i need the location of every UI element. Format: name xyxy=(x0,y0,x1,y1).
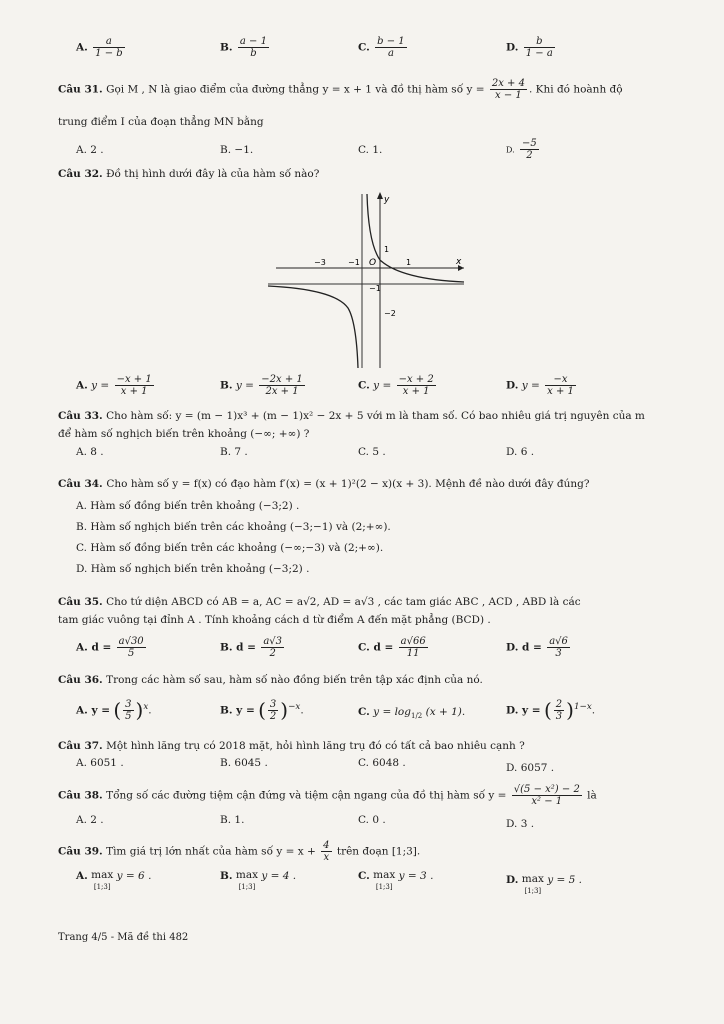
top-option-d xyxy=(506,36,557,59)
fraction: $\frac{-2x + 1}{2x + 1}$ xyxy=(261,374,303,397)
option-c: C. 6048 . xyxy=(358,757,406,769)
option-c: C. $y = \log_{1/2} (x + 1)$. xyxy=(358,706,466,721)
option-c: C. d = $\frac{a√66}{11}$ xyxy=(358,636,426,659)
tick-label-y: −2 xyxy=(384,309,396,318)
fraction: $\frac{a - 1}{b}$ xyxy=(239,36,267,59)
option-a: A. Hàm số đồng biến trên khoảng (−3;2) . xyxy=(76,500,300,512)
option-b: B. 7 . xyxy=(220,446,248,458)
tick-label-x: 1 xyxy=(406,258,412,267)
options-row xyxy=(58,138,678,162)
question-36 xyxy=(58,674,678,736)
tick-label-y: 1 xyxy=(384,245,390,254)
question-31 xyxy=(58,72,678,164)
option-b: B. Hàm số nghịch biến trên các khoảng (−3;−1) và (2;+∞). xyxy=(76,521,391,533)
fraction: $\frac{4}{x}$ xyxy=(323,840,330,863)
page-footer: Trang 4/5 - Mã đề thi 482 xyxy=(58,932,189,943)
option-b: B. −1. xyxy=(220,144,254,156)
fraction: $\frac{b - 1}{a}$ xyxy=(377,36,405,59)
fraction: $\frac{a}{1 - b}$ xyxy=(95,36,123,59)
fraction: $\frac{2x + 4}{x - 1}$ xyxy=(491,78,525,101)
options-row xyxy=(58,870,678,894)
option-c: C. 0 . xyxy=(358,814,386,826)
option-b: B. y = ( $\frac{3}{2}$ )$^{-x}$. xyxy=(220,698,304,722)
fraction: $\frac{-x + 1}{x + 1}$ xyxy=(116,374,152,397)
question-35 xyxy=(58,596,678,674)
option-label: A. xyxy=(76,41,88,54)
fraction: $\frac{b}{1 - a}$ xyxy=(525,36,553,59)
origin-label: O xyxy=(369,258,377,268)
question-text: Đồ thị hình dưới đây là của hàm số nào? xyxy=(106,168,320,180)
option-a: A. 8 . xyxy=(76,446,104,458)
question-34 xyxy=(58,478,678,588)
top-option-a xyxy=(76,36,127,59)
question-text: Câu 33. Cho hàm số: y = (m − 1)x³ + (m − 1)x² − 2x + 5 với m là tham số. Có bao nhiêu giá trị nguyên của m xyxy=(58,410,645,422)
option-d: D. Hàm số nghịch biến trên khoảng (−3;2) . xyxy=(76,563,310,575)
question-text-cont: tam giác vuông tại đỉnh A . Tính khoảng cách d từ điểm A đến mặt phẳng (BCD) . xyxy=(58,614,491,627)
option-label: D. xyxy=(506,41,519,54)
option-a: A. 6051 . xyxy=(76,757,124,769)
curve-left-branch xyxy=(268,286,358,368)
option-c: C. Hàm số đồng biến trên các khoảng (−∞;−3) và (2;+∞). xyxy=(76,542,384,554)
option-a: A. 2 . xyxy=(76,144,104,156)
tick-label-x: −3 xyxy=(314,258,326,267)
function-graph xyxy=(268,190,468,370)
x-axis-label: x xyxy=(456,257,462,267)
question-33 xyxy=(58,410,678,466)
options-row xyxy=(58,446,678,470)
option-d: D. d = $\frac{a√6}{3}$ xyxy=(506,636,568,659)
option-d: D. y = ( $\frac{2}{3}$ )$^{1-x}$. xyxy=(506,698,596,722)
question-label: Câu 31. xyxy=(58,83,103,96)
question-text: Câu 37. Một hình lăng trụ có 2018 mặt, hỏi hình lăng trụ đó có tất cả bao nhiêu cạnh ? xyxy=(58,740,525,752)
question-38 xyxy=(58,784,678,834)
top-option-b xyxy=(220,36,271,59)
option-b: B. max [1;3] y = 4 . xyxy=(220,869,297,891)
question-label: Câu 32. xyxy=(58,168,103,180)
question-32-options xyxy=(58,374,678,404)
y-axis-label: y xyxy=(384,195,390,205)
option-d: D. y = $\frac{-x}{x + 1}$ xyxy=(506,374,574,397)
option-d: D. 3 . xyxy=(506,818,535,830)
option-a: A. y = ( $\frac{3}{5}$ )$^x$. xyxy=(76,698,152,722)
options-row xyxy=(58,814,678,838)
option-a: A. 2 . xyxy=(76,814,104,826)
option-d: D. $\frac{-5}{2}$ xyxy=(506,138,537,161)
top-options xyxy=(58,30,678,70)
question-text-cont: trung điểm I của đoạn thẳng MN bằng xyxy=(58,116,264,128)
option-b: B. y = $\frac{-2x + 1}{2x + 1}$ xyxy=(220,374,303,397)
option-d: D. 6057 . xyxy=(506,762,555,774)
option-a: A. max [1;3] y = 6 . xyxy=(76,869,152,891)
question-text: Câu 36. Trong các hàm số sau, hàm số nào đồng biến trên tập xác định của nó. xyxy=(58,674,483,686)
fraction: $\frac{-x + 2}{x + 1}$ xyxy=(398,374,434,397)
options-row xyxy=(58,636,678,668)
question-text: Câu 39. Tìm giá trị lớn nhất của hàm số y = x + $\frac{4}{x}$ trên đoạn [1;3]. xyxy=(58,840,421,863)
option-d: D. 6 . xyxy=(506,446,535,458)
question-39 xyxy=(58,840,678,896)
question-text: Câu 38. Tổng số các đường tiệm cận đứng và tiệm cận ngang của đồ thị hàm số y = $\frac{\text{√(5 − x²) − 2}}{\text{x² − 1}}$ là xyxy=(58,784,597,807)
option-label: C. xyxy=(358,41,370,54)
question-text: Câu 35. Cho tứ diện ABCD có AB = a, AC = a√2, AD = a√3 , các tam giác ABC , ACD , ABD là các xyxy=(58,596,581,608)
question-text: Câu 31. Gọi M , N là giao điểm của đường thẳng y = x + 1 và đồ thị hàm số y = $\frac{2x + 4}{x - 1}$ . Khi đó hoành độ xyxy=(58,78,623,101)
option-a: A. y = $\frac{-x + 1}{x + 1}$ xyxy=(76,374,152,397)
option-d: D. max [1;3] y = 5 . xyxy=(506,873,582,895)
question-37 xyxy=(58,740,678,780)
option-c: C. max [1;3] y = 3 . xyxy=(358,869,434,891)
question-32 xyxy=(58,168,678,186)
fraction: $\frac{-x}{x + 1}$ xyxy=(547,374,574,397)
question-text: Câu 34. Cho hàm số y = f(x) có đạo hàm f′(x) = (x + 1)²(2 − x)(x + 3). Mệnh đề nào dưới đây đúng? xyxy=(58,478,590,490)
option-c: C. 1. xyxy=(358,144,383,156)
tick-label-y: −1 xyxy=(369,284,381,293)
y-axis-arrow xyxy=(377,192,383,199)
option-b: B. 6045 . xyxy=(220,757,268,769)
options-row xyxy=(58,757,678,781)
fraction: $\frac{-5}{2}$ xyxy=(522,138,537,161)
options-row xyxy=(58,698,678,732)
option-b: B. 1. xyxy=(220,814,245,826)
tick-label-x: −1 xyxy=(348,258,360,267)
fraction: $\frac{\text{√(5 − x²) − 2}}{\text{x² − 1}}$ xyxy=(513,784,580,807)
option-label: B. xyxy=(220,41,233,54)
top-option-c xyxy=(358,36,409,59)
option-b: B. d = $\frac{a√3}{2}$ xyxy=(220,636,283,659)
option-a: A. d = $\frac{a√30}{5}$ xyxy=(76,636,144,659)
option-c: C. 5 . xyxy=(358,446,386,458)
option-c: C. y = $\frac{-x + 2}{x + 1}$ xyxy=(358,374,434,397)
question-text-cont: để hàm số nghịch biến trên khoảng (−∞; +∞) ? xyxy=(58,428,310,441)
curve-right-branch xyxy=(367,194,464,282)
